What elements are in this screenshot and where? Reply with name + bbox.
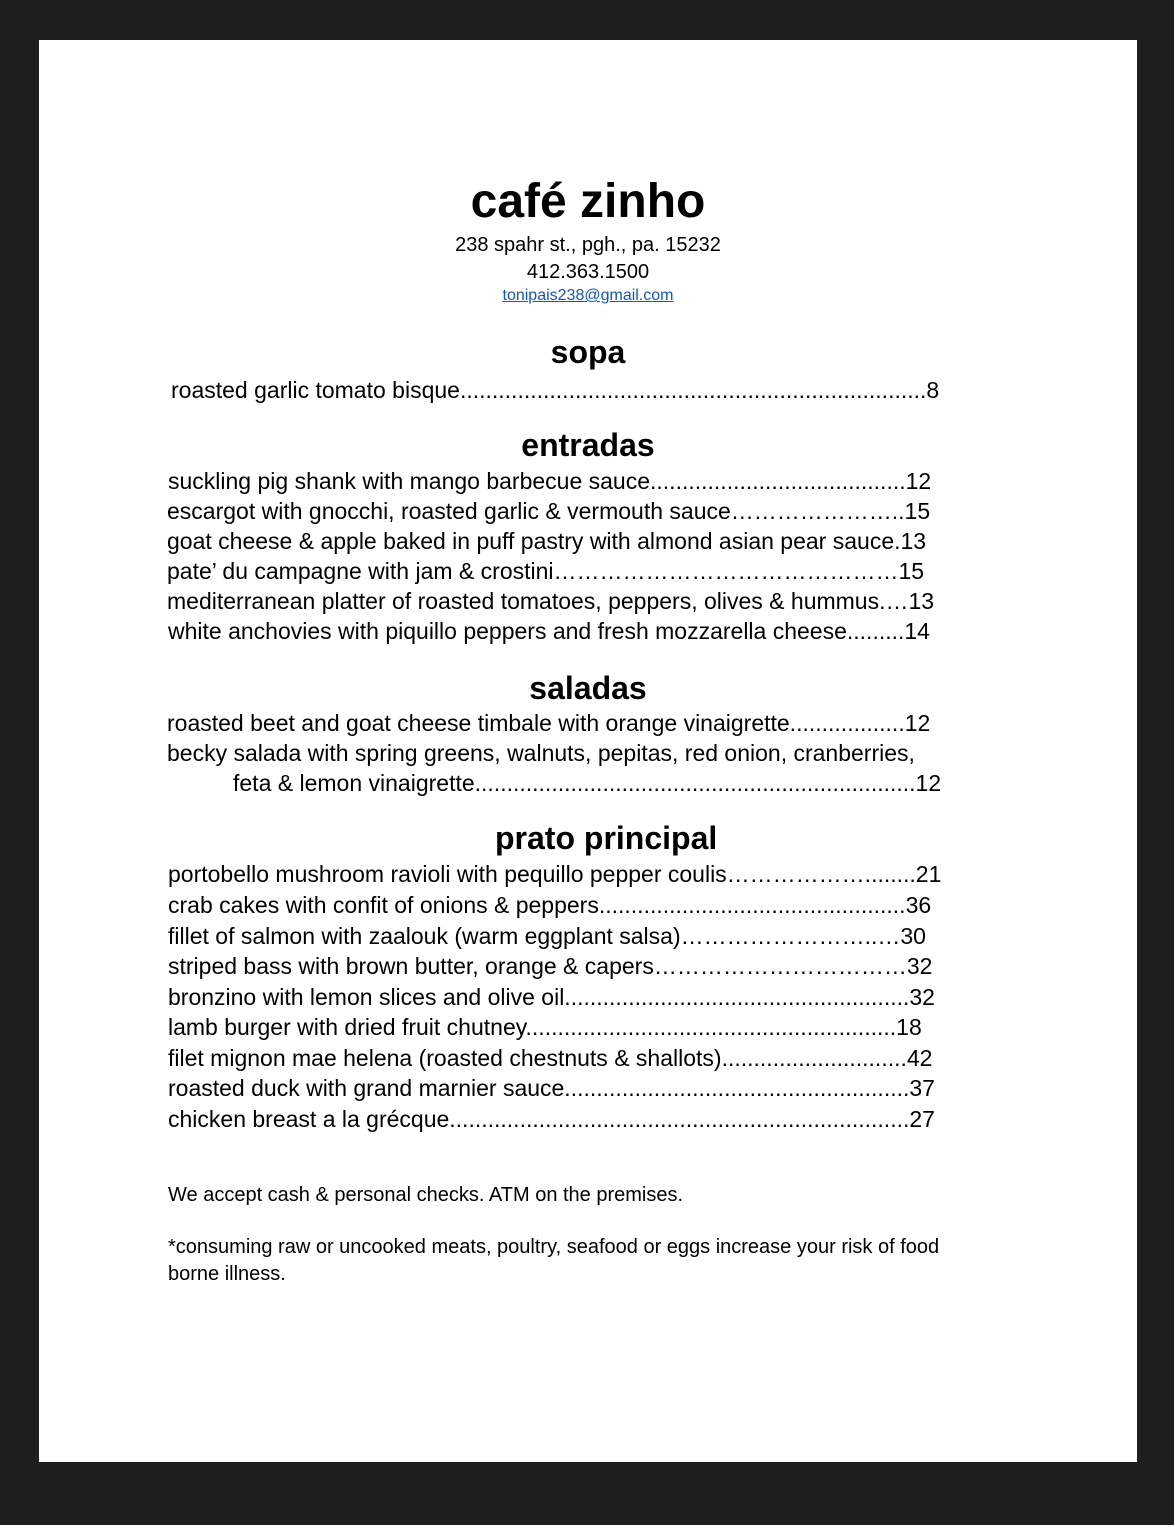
health-warning-line-1: *consuming raw or uncooked meats, poultry, seafood or eggs increase your risk of food <box>168 1236 940 1258</box>
menu-page <box>39 40 1137 1462</box>
restaurant-address: 238 spahr st., pgh., pa. 15232 <box>455 234 721 256</box>
menu-item: chicken breast a la grécque........................................................................27 <box>168 1106 935 1132</box>
payment-note: We accept cash & personal checks. ATM on the premises. <box>168 1184 684 1206</box>
menu-item: bronzino with lemon slices and olive oil......................................................32 <box>168 984 935 1010</box>
menu-item: lamb burger with dried fruit chutney..........................................................18 <box>168 1014 922 1040</box>
menu-item: mediterranean platter of roasted tomatoes, peppers, olives & hummus.…13 <box>167 588 935 614</box>
menu-item: roasted garlic tomato bisque.........................................................................8 <box>171 377 940 403</box>
section-title-sopa: sopa <box>550 334 626 370</box>
menu-item: roasted duck with grand marnier sauce......................................................37 <box>168 1075 935 1101</box>
menu-item: becky salada with spring greens, walnuts, pepitas, red onion, cranberries, <box>167 740 915 766</box>
health-warning-line-2: borne illness. <box>168 1263 286 1285</box>
menu-item: portobello mushroom ravioli with pequillo pepper coulis………………........21 <box>168 861 942 887</box>
menu-item: pate’ du campagne with jam & crostini………………………………………15 <box>167 558 925 584</box>
menu-item: roasted beet and goat cheese timbale with orange vinaigrette..................12 <box>167 710 931 736</box>
menu-item: goat cheese & apple baked in puff pastry with almond asian pear sauce.13 <box>167 528 927 554</box>
menu-item: white anchovies with piquillo peppers and fresh mozzarella cheese.........14 <box>168 618 930 644</box>
menu-item: striped bass with brown butter, orange & capers……………………………32 <box>168 953 933 979</box>
menu-item: feta & lemon vinaigrette.....................................................................12 <box>233 770 942 796</box>
restaurant-phone: 412.363.1500 <box>526 261 650 283</box>
restaurant-email-link[interactable]: tonipais238@gmail.com <box>502 287 674 304</box>
menu-item: suckling pig shank with mango barbecue sauce........................................12 <box>168 468 932 494</box>
section-title-entradas: entradas <box>521 427 655 463</box>
section-title-saladas: saladas <box>529 670 647 706</box>
menu-item: crab cakes with confit of onions & peppers................................................36 <box>168 892 932 918</box>
section-title-prato-principal: prato principal <box>495 820 718 856</box>
restaurant-name: café zinho <box>470 175 706 228</box>
menu-item: fillet of salmon with zaalouk (warm eggplant salsa)……………………..…30 <box>168 923 926 949</box>
menu-item: escargot with gnocchi, roasted garlic & vermouth sauce…………………..15 <box>167 498 931 524</box>
menu-item: filet mignon mae helena (roasted chestnuts & shallots).............................42 <box>168 1045 933 1071</box>
